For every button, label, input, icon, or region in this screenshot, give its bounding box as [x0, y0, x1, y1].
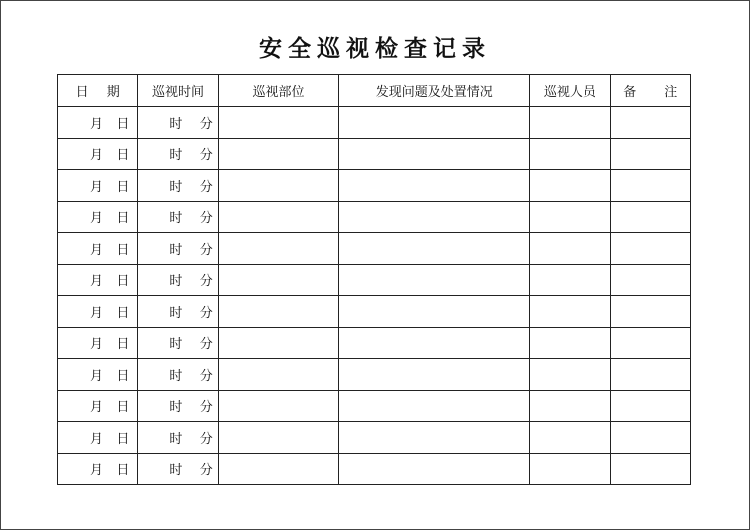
date-cell[interactable] — [58, 264, 138, 296]
header-date-char-2: 期 — [106, 85, 120, 100]
hour-label: 时 — [169, 368, 183, 384]
remarks-cell[interactable] — [610, 107, 690, 139]
location-cell[interactable] — [218, 201, 339, 233]
date-cell[interactable] — [58, 359, 138, 391]
staff-cell[interactable] — [530, 170, 610, 202]
table-row — [58, 453, 691, 485]
table-header-row — [58, 75, 691, 107]
hour-label: 时 — [169, 211, 183, 227]
date-cell[interactable] — [58, 453, 138, 485]
remarks-cell[interactable] — [610, 327, 690, 359]
staff-cell[interactable] — [530, 422, 610, 454]
time-cell[interactable] — [138, 107, 218, 139]
time-cell[interactable] — [138, 170, 218, 202]
month-label: 月 — [90, 463, 104, 479]
minute-label: 分 — [199, 337, 213, 353]
remarks-cell[interactable] — [610, 359, 690, 391]
minute-label: 分 — [199, 463, 213, 479]
day-label: 日 — [116, 305, 130, 321]
findings-cell[interactable] — [339, 390, 530, 422]
table-row — [58, 296, 691, 328]
remarks-cell[interactable] — [610, 233, 690, 265]
month-label: 月 — [90, 116, 104, 132]
findings-cell[interactable] — [339, 170, 530, 202]
minute-label: 分 — [199, 116, 213, 132]
findings-cell[interactable] — [339, 422, 530, 454]
minute-label: 分 — [199, 148, 213, 164]
location-cell[interactable] — [218, 296, 339, 328]
date-cell[interactable] — [58, 327, 138, 359]
hour-label: 时 — [169, 463, 183, 479]
staff-cell[interactable] — [530, 233, 610, 265]
table-body — [58, 107, 691, 485]
findings-cell[interactable] — [339, 453, 530, 485]
remarks-cell[interactable] — [610, 201, 690, 233]
date-cell[interactable] — [58, 107, 138, 139]
day-label: 日 — [116, 211, 130, 227]
table-row — [58, 201, 691, 233]
staff-cell[interactable] — [530, 296, 610, 328]
day-label: 日 — [116, 242, 130, 258]
time-cell[interactable] — [138, 264, 218, 296]
time-cell[interactable] — [138, 233, 218, 265]
date-cell[interactable] — [58, 296, 138, 328]
hour-label: 时 — [169, 431, 183, 447]
staff-cell[interactable] — [530, 359, 610, 391]
minute-label: 分 — [199, 274, 213, 290]
time-cell[interactable] — [138, 296, 218, 328]
remarks-cell[interactable] — [610, 264, 690, 296]
remarks-cell[interactable] — [610, 170, 690, 202]
minute-label: 分 — [199, 305, 213, 321]
day-label: 日 — [116, 463, 130, 479]
day-label: 日 — [116, 274, 130, 290]
header-remarks — [610, 75, 690, 107]
table-row — [58, 264, 691, 296]
date-cell[interactable] — [58, 390, 138, 422]
day-label: 日 — [116, 400, 130, 416]
time-cell[interactable] — [138, 390, 218, 422]
remarks-cell[interactable] — [610, 138, 690, 170]
findings-cell[interactable] — [339, 233, 530, 265]
location-cell[interactable] — [218, 107, 339, 139]
month-label: 月 — [90, 337, 104, 353]
findings-cell[interactable] — [339, 107, 530, 139]
month-label: 月 — [90, 211, 104, 227]
hour-label: 时 — [169, 305, 183, 321]
hour-label: 时 — [169, 337, 183, 353]
hour-label: 时 — [169, 148, 183, 164]
month-label: 月 — [90, 274, 104, 290]
header-remarks-char-1: 备 — [623, 85, 637, 100]
location-cell[interactable] — [218, 138, 339, 170]
minute-label: 分 — [199, 368, 213, 384]
day-label: 日 — [116, 148, 130, 164]
hour-label: 时 — [169, 179, 183, 195]
remarks-cell[interactable] — [610, 422, 690, 454]
table-row — [58, 107, 691, 139]
location-cell[interactable] — [218, 233, 339, 265]
time-cell[interactable] — [138, 201, 218, 233]
table-row — [58, 359, 691, 391]
date-cell[interactable] — [58, 170, 138, 202]
staff-cell[interactable] — [530, 264, 610, 296]
staff-cell[interactable] — [530, 107, 610, 139]
time-cell[interactable] — [138, 138, 218, 170]
time-cell[interactable] — [138, 453, 218, 485]
header-findings: 发现问题及处置情况 — [339, 75, 530, 107]
table-row — [58, 327, 691, 359]
month-label: 月 — [90, 242, 104, 258]
staff-cell[interactable] — [530, 138, 610, 170]
remarks-cell[interactable] — [610, 453, 690, 485]
day-label: 日 — [116, 179, 130, 195]
staff-cell[interactable] — [530, 327, 610, 359]
location-cell[interactable] — [218, 264, 339, 296]
remarks-cell[interactable] — [610, 296, 690, 328]
table-row — [58, 233, 691, 265]
minute-label: 分 — [199, 242, 213, 258]
document-title: 安全巡视检查记录 — [259, 35, 491, 62]
findings-cell[interactable] — [339, 138, 530, 170]
day-label: 日 — [116, 116, 130, 132]
location-cell[interactable] — [218, 453, 339, 485]
staff-cell[interactable] — [530, 453, 610, 485]
header-patrol-staff: 巡视人员 — [530, 75, 610, 107]
date-cell[interactable] — [58, 201, 138, 233]
time-cell[interactable] — [138, 359, 218, 391]
day-label: 日 — [116, 368, 130, 384]
location-cell[interactable] — [218, 327, 339, 359]
staff-cell[interactable] — [530, 390, 610, 422]
location-cell[interactable] — [218, 170, 339, 202]
hour-label: 时 — [169, 242, 183, 258]
table-row — [58, 422, 691, 454]
hour-label: 时 — [169, 116, 183, 132]
location-cell[interactable] — [218, 359, 339, 391]
table-row — [58, 170, 691, 202]
month-label: 月 — [90, 400, 104, 416]
location-cell[interactable] — [218, 422, 339, 454]
patrol-log-table — [57, 74, 691, 485]
month-label: 月 — [90, 431, 104, 447]
month-label: 月 — [90, 148, 104, 164]
time-cell[interactable] — [138, 422, 218, 454]
table-row — [58, 138, 691, 170]
month-label: 月 — [90, 305, 104, 321]
date-cell[interactable] — [58, 422, 138, 454]
date-cell[interactable] — [58, 138, 138, 170]
findings-cell[interactable] — [339, 296, 530, 328]
findings-cell[interactable] — [339, 359, 530, 391]
findings-cell[interactable] — [339, 264, 530, 296]
hour-label: 时 — [169, 274, 183, 290]
minute-label: 分 — [199, 179, 213, 195]
header-remarks-char-2: 注 — [664, 85, 678, 100]
month-label: 月 — [90, 368, 104, 384]
minute-label: 分 — [199, 211, 213, 227]
header-patrol-location: 巡视部位 — [218, 75, 339, 107]
staff-cell[interactable] — [530, 201, 610, 233]
month-label: 月 — [90, 179, 104, 195]
findings-cell[interactable] — [339, 201, 530, 233]
date-cell[interactable] — [58, 233, 138, 265]
header-date — [58, 75, 138, 107]
table-row — [58, 390, 691, 422]
day-label: 日 — [116, 337, 130, 353]
minute-label: 分 — [199, 431, 213, 447]
day-label: 日 — [116, 431, 130, 447]
remarks-cell[interactable] — [610, 390, 690, 422]
hour-label: 时 — [169, 400, 183, 416]
time-cell[interactable] — [138, 327, 218, 359]
header-date-char-1: 日 — [75, 85, 89, 100]
header-patrol-time: 巡视时间 — [138, 75, 218, 107]
minute-label: 分 — [199, 400, 213, 416]
findings-cell[interactable] — [339, 327, 530, 359]
location-cell[interactable] — [218, 390, 339, 422]
